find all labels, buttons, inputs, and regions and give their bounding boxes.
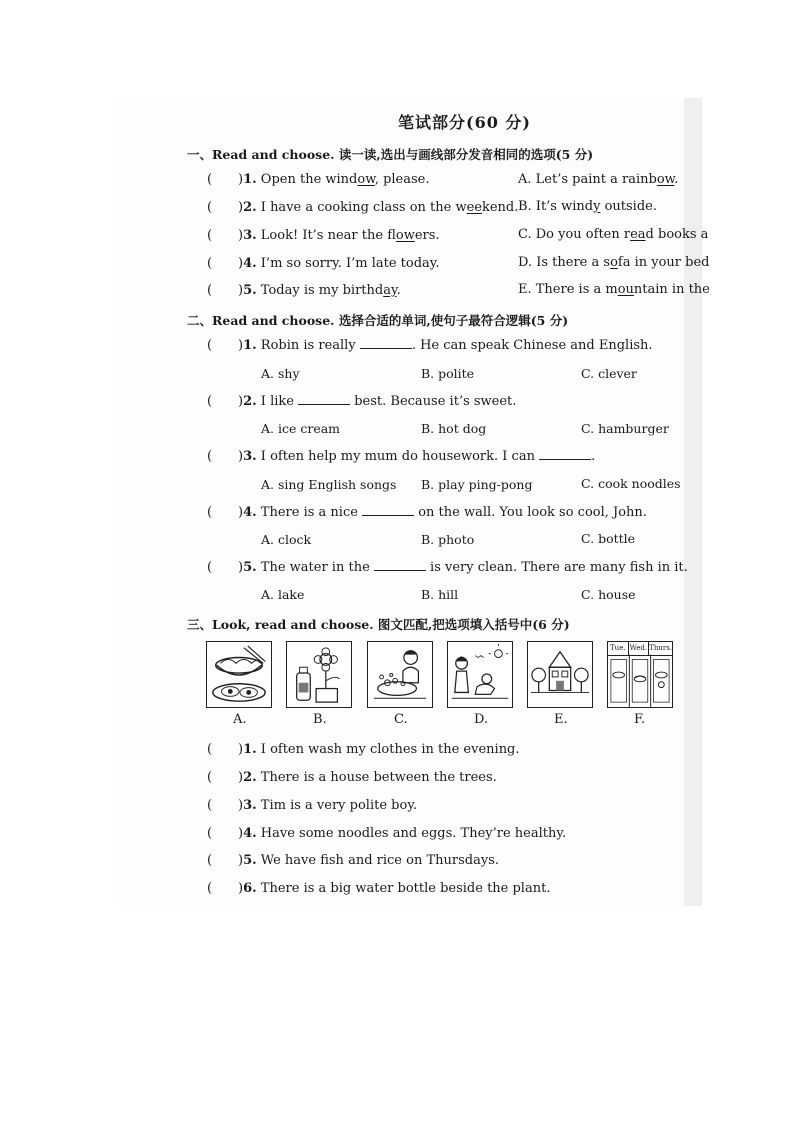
question-text: I like (260, 394, 294, 409)
picture-label-b: B. (313, 712, 327, 727)
answer-paren-open[interactable]: ( (207, 853, 213, 868)
question-text-end: on the wall. You look so cool, John. (418, 505, 647, 520)
option-text-end: . (674, 172, 679, 187)
page-edge-shadow (684, 98, 702, 906)
answer-paren-close: ) (238, 200, 244, 215)
option-item (518, 227, 709, 242)
question-item (238, 505, 647, 520)
polite-boy-icon (448, 642, 512, 707)
option-text-end: outside. (600, 199, 657, 214)
answer-paren-open[interactable]: ( (207, 798, 213, 813)
section1-heading: 一、Read and choose. 读一读,选出与画线部分发音相同的选项(5 分) (187, 147, 594, 162)
answer-paren-open[interactable]: ( (207, 560, 213, 575)
question-text-end: . (591, 449, 596, 464)
option-c[interactable]: C. bottle (581, 531, 636, 546)
section3-heading: 三、Look, read and choose. 图文匹配,把选项填入括号中(6 分) (187, 617, 570, 632)
option-a[interactable]: A. shy (261, 366, 300, 381)
answer-paren-open[interactable]: ( (207, 505, 213, 520)
question-number: 4. (243, 505, 257, 520)
answer-paren-open[interactable]: ( (207, 200, 213, 215)
question-number: 2. (243, 394, 257, 409)
picture-label-e: E. (554, 712, 568, 727)
option-item (518, 172, 678, 187)
answer-paren-close: ) (238, 826, 244, 841)
question-number: 5. (243, 283, 257, 298)
picture-e-house-trees (527, 641, 593, 708)
option-item (518, 199, 657, 214)
option-text-end: d books a (645, 227, 709, 242)
option-text-end: ntain in the (633, 282, 710, 297)
option-text-end: fa in your bed (617, 255, 710, 270)
question-text-end: is very clean. There are many fish in it. (430, 560, 688, 575)
answer-paren-open[interactable]: ( (207, 826, 213, 841)
answer-paren-open[interactable]: ( (207, 881, 213, 896)
calendar-day-label: Thurs. (649, 644, 673, 652)
option-item (518, 255, 710, 270)
picture-f-weekly-menu (607, 641, 673, 708)
page-title: 笔试部分(60 分) (398, 113, 531, 132)
question-text: I’m so sorry. I’m late today. (260, 256, 440, 271)
picture-label-c: C. (394, 712, 408, 727)
answer-paren-close: ) (238, 798, 244, 813)
underlined-sound: ay (383, 283, 397, 298)
question-number: 3. (243, 449, 257, 464)
answer-paren-close: ) (238, 172, 244, 187)
question-item (238, 449, 595, 464)
question-number: 3. (243, 798, 257, 813)
plant-bottle-icon (287, 642, 351, 707)
option-text: B. It’s wind (518, 199, 594, 214)
question-item (238, 200, 518, 215)
option-c[interactable]: C. clever (581, 366, 637, 381)
question-number: 1. (243, 742, 257, 757)
answer-paren-open[interactable]: ( (207, 256, 213, 271)
picture-label-d: D. (474, 712, 489, 727)
question-text-end: . He can speak Chinese and English. (411, 338, 653, 353)
question-text-end: best. Because it’s sweet. (354, 394, 517, 409)
fill-blank[interactable] (298, 394, 350, 405)
answer-paren-close: ) (238, 449, 244, 464)
picture-label-f: F. (634, 712, 646, 727)
option-b[interactable]: B. hill (421, 587, 459, 602)
question-text: There is a big water bottle beside the plant. (260, 881, 551, 896)
picture-label-a: A. (233, 712, 247, 727)
washing-clothes-icon (368, 642, 432, 707)
question-text: There is a nice (260, 505, 358, 520)
answer-paren-close: ) (238, 228, 244, 243)
fill-blank[interactable] (362, 505, 414, 516)
question-text-end: kend. (481, 200, 519, 215)
option-b[interactable]: B. play ping-pong (421, 477, 533, 492)
option-a[interactable]: A. sing English songs (261, 477, 397, 492)
answer-paren-open[interactable]: ( (207, 742, 213, 757)
option-item (518, 282, 710, 297)
fill-blank[interactable] (374, 560, 426, 571)
question-number: 1. (243, 338, 257, 353)
question-text: Open the wind (260, 172, 358, 187)
question-item (238, 853, 499, 868)
option-c[interactable]: C. house (581, 587, 636, 602)
question-text: Have some noodles and eggs. They’re healthy. (260, 826, 567, 841)
question-text: I often wash my clothes in the evening. (260, 742, 520, 757)
question-number: 5. (243, 560, 257, 575)
option-a[interactable]: A. clock (261, 532, 312, 547)
question-text-end: , please. (374, 172, 430, 187)
question-text: The water in the (260, 560, 370, 575)
answer-paren-close: ) (238, 560, 244, 575)
option-text: E. There is a m (518, 282, 618, 297)
answer-paren-close: ) (238, 338, 244, 353)
noodles-eggs-icon (207, 642, 271, 707)
picture-c-washing-clothes (367, 641, 433, 708)
section2-heading: 二、Read and choose. 选择合适的单词,使句子最符合逻辑(5 分) (187, 313, 569, 328)
question-item (238, 283, 401, 298)
question-text-end: ers. (414, 228, 440, 243)
question-number: 2. (243, 770, 257, 785)
underlined-sound: o (610, 255, 618, 270)
option-a[interactable]: A. lake (261, 587, 305, 602)
answer-paren-open[interactable]: ( (207, 283, 213, 298)
underlined-sound: y (593, 199, 601, 214)
option-b[interactable]: B. polite (421, 366, 475, 381)
answer-paren-close: ) (238, 853, 244, 868)
answer-paren-open[interactable]: ( (207, 770, 213, 785)
question-number: 5. (243, 853, 257, 868)
question-number: 3. (243, 228, 257, 243)
option-text: C. Do you often r (518, 227, 631, 242)
answer-paren-close: ) (238, 742, 244, 757)
question-item (238, 826, 566, 841)
question-number: 1. (243, 172, 257, 187)
picture-d-polite-boy (447, 641, 513, 708)
answer-paren-open[interactable]: ( (207, 394, 213, 409)
answer-paren-close: ) (238, 283, 244, 298)
question-item (238, 798, 417, 813)
question-item (238, 770, 497, 785)
answer-paren-close: ) (238, 394, 244, 409)
option-b[interactable]: B. hot dog (421, 421, 487, 436)
answer-paren-close: ) (238, 505, 244, 520)
option-c[interactable]: C. hamburger (581, 421, 669, 436)
answer-paren-close: ) (238, 881, 244, 896)
calendar-day-label: Tue. (608, 642, 629, 655)
question-item (238, 560, 688, 575)
option-text: A. Let’s paint a rainb (518, 172, 657, 187)
calendar-day-label: Wed. (629, 642, 650, 655)
question-text: Today is my birthd (260, 283, 384, 298)
question-number: 4. (243, 826, 257, 841)
question-text: There is a house between the trees. (260, 770, 497, 785)
question-text: Look! It’s near the fl (260, 228, 396, 243)
option-c[interactable]: C. cook noodles (581, 476, 681, 491)
fill-blank[interactable] (360, 338, 412, 349)
answer-paren-close: ) (238, 770, 244, 785)
question-text-end: . (396, 283, 401, 298)
underlined-sound: ow (357, 172, 375, 187)
question-text: Robin is really (260, 338, 356, 353)
question-item (238, 394, 516, 409)
underlined-sound: ow (656, 172, 675, 187)
answer-paren-close: ) (238, 256, 244, 271)
question-number: 2. (243, 200, 257, 215)
question-item (238, 228, 440, 243)
meal-plates-icon (608, 642, 672, 707)
question-item (238, 338, 653, 353)
question-number: 6. (243, 881, 257, 896)
question-item (238, 172, 430, 187)
option-a[interactable]: A. ice cream (261, 421, 341, 436)
picture-a-noodles-eggs (206, 641, 272, 708)
answer-paren-open[interactable]: ( (207, 228, 213, 243)
question-text: I have a cooking class on the w (260, 200, 467, 215)
question-item (238, 256, 440, 271)
underlined-sound: ou (617, 282, 634, 297)
underlined-sound: ee (466, 200, 482, 215)
option-b[interactable]: B. photo (421, 532, 475, 547)
answer-paren-open[interactable]: ( (207, 338, 213, 353)
question-item (238, 881, 550, 896)
question-text: We have fish and rice on Thursdays. (260, 853, 499, 868)
answer-paren-open[interactable]: ( (207, 449, 213, 464)
underlined-sound: ea (630, 227, 646, 242)
question-text: Tim is a very polite boy. (260, 798, 418, 813)
underlined-sound: ow (395, 228, 415, 243)
question-text: I often help my mum do housework. I can (260, 449, 535, 464)
picture-b-plant-bottle (286, 641, 352, 708)
option-text: D. Is there a s (518, 255, 611, 270)
question-number: 4. (243, 256, 257, 271)
question-item (238, 742, 520, 757)
fill-blank[interactable] (539, 449, 591, 460)
answer-paren-open[interactable]: ( (207, 172, 213, 187)
house-trees-icon (528, 642, 592, 707)
